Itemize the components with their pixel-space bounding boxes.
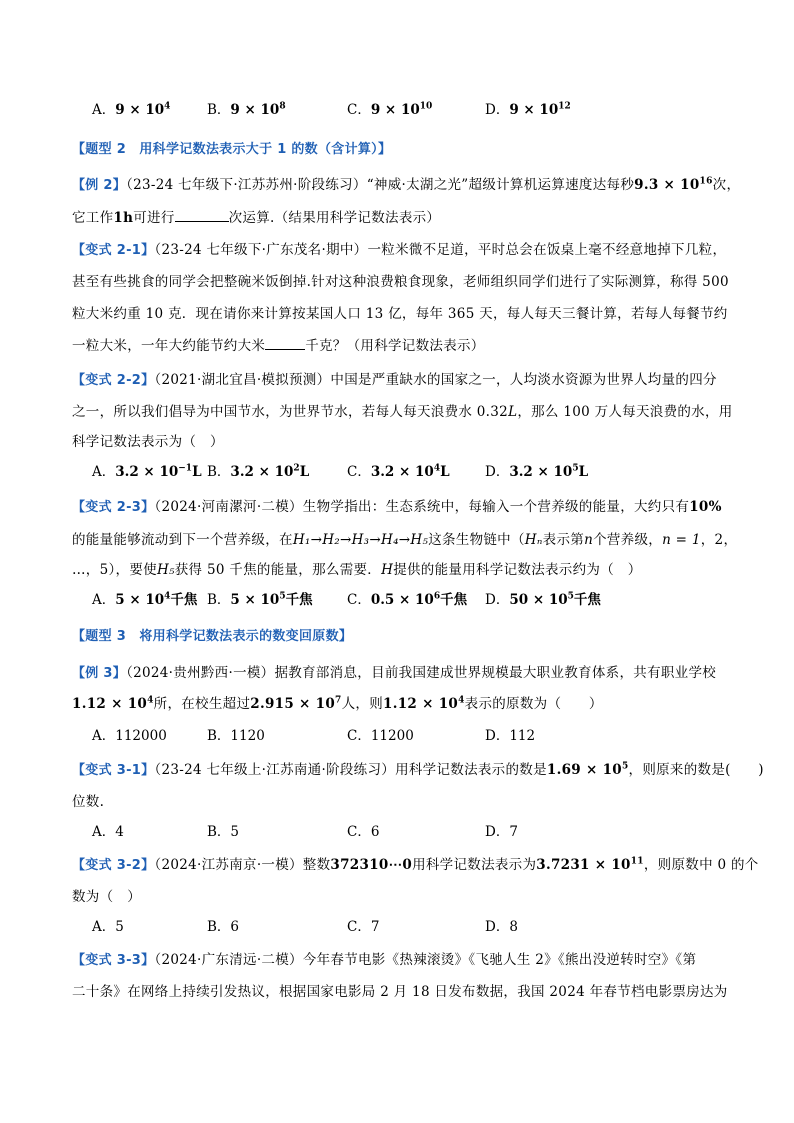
text: ，则原来的数是( ) xyxy=(628,762,764,778)
option-exponent: 5 xyxy=(279,591,286,602)
option-a[interactable] xyxy=(92,822,124,842)
option-value: 7 xyxy=(370,919,380,935)
option-unit: L xyxy=(192,464,202,480)
text: 千克？（用科学记数法表示） xyxy=(305,338,485,354)
option-c[interactable] xyxy=(347,100,432,120)
option-unit: 千焦 xyxy=(285,592,313,608)
option-letter: B． xyxy=(207,102,231,118)
question-tag: 【变式 3-2】 xyxy=(72,858,155,873)
option-c[interactable] xyxy=(347,726,414,746)
text: （2024·江苏南京·一模）整数 xyxy=(154,857,331,873)
variant33-line2: 二十条》在网络上持续引发热议，根据国家电影局 2 月 18 日发布数据，我国 2024 年春节档电影票房达为 xyxy=(72,984,728,1000)
option-exponent: −1 xyxy=(178,463,193,474)
option-d[interactable] xyxy=(485,726,535,746)
text: 它工作 xyxy=(72,210,114,226)
option-letter: D． xyxy=(485,592,510,608)
option-a[interactable] xyxy=(92,590,197,610)
option-letter: B． xyxy=(207,824,231,840)
question-tag: 【例 2】 xyxy=(72,178,127,193)
option-letter: B． xyxy=(207,728,231,744)
option-d[interactable] xyxy=(485,917,518,937)
example3-line2 xyxy=(72,694,732,714)
variant21-line1 xyxy=(72,240,732,261)
option-unit: L xyxy=(299,464,310,480)
option-value: 6 xyxy=(370,824,380,840)
option-c[interactable] xyxy=(347,590,467,610)
text: 次， xyxy=(712,177,741,193)
example3-options xyxy=(92,726,732,746)
option-unit: 千焦 xyxy=(573,592,601,608)
option-c[interactable] xyxy=(347,917,379,937)
text: 人，则 xyxy=(341,696,383,712)
variant21-line3: 粒大米约重 10 克．现在请你来计算按某国人口 13 亿，每年 365 天，每人每天三餐计算，若每人每餐节约 xyxy=(72,306,728,322)
math: H₁→H₂→H₃→H₄→H₅ xyxy=(292,532,429,548)
variant21-line4 xyxy=(72,335,732,356)
option-letter: A． xyxy=(92,592,116,608)
option-letter: D． xyxy=(485,728,510,744)
variant22-line2 xyxy=(72,402,732,422)
option-unit: 千焦 xyxy=(440,592,468,608)
option-d[interactable] xyxy=(485,100,571,120)
option-exponent: 5 xyxy=(572,463,579,474)
math: 2.915 × 10 xyxy=(250,696,336,712)
option-a[interactable] xyxy=(92,726,167,746)
math: 1h xyxy=(113,210,134,226)
answer-blank[interactable] xyxy=(175,207,229,222)
option-value: 9 × 10 xyxy=(509,102,559,118)
text: 表示的原数为（ ） xyxy=(464,696,603,712)
option-value: 1120 xyxy=(230,728,265,744)
math: 3.7231 × 10 xyxy=(536,857,631,873)
section-heading-type3: 【题型 3 将用科学记数法表示的数变回原数】 xyxy=(72,629,353,644)
variant21-line2: 甚至有些挑食的同学会把整碗米饭倒掉.针对这种浪费粮食现象，老师组织同学们进行了实际测算，称得 500 xyxy=(72,274,729,290)
option-letter: D． xyxy=(485,464,510,480)
math: 1.12 × 10 xyxy=(72,696,148,712)
math: Hₙ xyxy=(524,532,543,548)
option-letter: C． xyxy=(347,728,371,744)
math: H xyxy=(381,562,394,578)
option-d[interactable] xyxy=(485,590,601,610)
option-a[interactable] xyxy=(92,100,170,120)
math: n xyxy=(584,532,594,548)
text: 提供的能量用科学记数法表示约为（ ） xyxy=(393,562,642,578)
option-value: 50 × 10 xyxy=(509,592,568,608)
option-exponent: 4 xyxy=(164,101,171,112)
text: 之一，所以我们倡导为中国节水，为世界节水，若每人每天浪费水 0.32 xyxy=(72,404,509,420)
option-value: 7 xyxy=(509,824,518,840)
math: 372310⋯0 xyxy=(330,857,413,873)
text: （23-24 七年级下·广东茂名·期中）一粒米微不足道，平时总会在饭桌上毫不经意地掉下几粒， xyxy=(154,242,727,258)
variant23-line2 xyxy=(72,530,738,550)
text: ，那么 100 万人每天浪费的水，用 xyxy=(517,404,733,420)
math: 1.69 × 10 xyxy=(546,762,622,778)
math-exponent: 11 xyxy=(630,856,644,867)
option-value: 5 xyxy=(115,919,124,935)
option-exponent: 10 xyxy=(419,101,433,112)
option-letter: C． xyxy=(347,102,371,118)
option-value: 3.2 × 10 xyxy=(509,464,573,480)
math: 1.12 × 10 xyxy=(383,696,459,712)
option-value: 11200 xyxy=(370,728,414,744)
option-exponent: 4 xyxy=(164,591,171,602)
math-exponent: 4 xyxy=(147,695,154,706)
option-unit: L xyxy=(440,464,450,480)
option-value: 5 × 10 xyxy=(230,592,280,608)
option-letter: A． xyxy=(92,919,116,935)
section-heading-type2: 【题型 2 用科学记数法表示大于 1 的数（含计算）】 xyxy=(72,142,392,157)
option-letter: A． xyxy=(92,824,116,840)
option-value: 9 × 10 xyxy=(370,102,420,118)
option-unit: 千焦 xyxy=(170,592,198,608)
option-exponent: 4 xyxy=(433,463,441,474)
option-b[interactable] xyxy=(207,100,286,120)
option-value: 3.2 × 10 xyxy=(230,464,294,480)
math: 9.3 × 10 xyxy=(634,177,700,193)
prev-question-options xyxy=(92,100,732,120)
text: （2021·湖北宜昌·模拟预测）中国是严重缺水的国家之一，人均淡水资源为世界人均量的四分 xyxy=(154,372,717,388)
option-letter: A． xyxy=(92,464,116,480)
option-value: 4 xyxy=(115,824,124,840)
variant32-line1 xyxy=(72,855,759,876)
text: 用科学记数法表示为 xyxy=(412,857,537,873)
option-letter: D． xyxy=(485,919,510,935)
option-b[interactable] xyxy=(207,590,313,610)
text: ，2， xyxy=(700,532,738,548)
text: （23-24 七年级下·江苏苏州·阶段练习）“神威·太湖之光”超级计算机运算速度达每秒 xyxy=(126,177,635,193)
variant31-options xyxy=(92,822,732,842)
variant22-options xyxy=(92,462,732,482)
text: 这条生物链中（ xyxy=(428,532,525,548)
option-letter: C． xyxy=(347,592,371,608)
variant23-line1 xyxy=(72,497,732,518)
math: L xyxy=(508,404,518,420)
option-letter: A． xyxy=(92,102,116,118)
option-value: 3.2 × 10 xyxy=(370,464,434,480)
option-letter: C． xyxy=(347,824,371,840)
variant33-line1 xyxy=(72,950,732,971)
option-b[interactable] xyxy=(207,917,239,937)
variant32-options xyxy=(92,917,732,937)
question-tag: 【变式 3-3】 xyxy=(72,953,155,968)
math-exponent: 7 xyxy=(335,695,342,706)
variant31-line1 xyxy=(72,760,764,781)
option-value: 9 × 10 xyxy=(230,102,280,118)
example3-line1 xyxy=(72,663,732,684)
variant22-line3: 科学记数法表示为（ ） xyxy=(72,434,224,450)
variant32-line2: 数为（ ） xyxy=(72,889,141,905)
text: 表示第 xyxy=(542,532,585,548)
option-b[interactable] xyxy=(207,462,309,482)
option-value: 112 xyxy=(509,728,536,744)
text: 次运算.（结果用科学记数法表示） xyxy=(228,210,441,226)
text: 所，在校生超过 xyxy=(153,696,251,712)
option-letter: A． xyxy=(92,728,116,744)
option-b[interactable] xyxy=(207,726,265,746)
option-value: 3.2 × 10 xyxy=(115,464,179,480)
option-letter: B． xyxy=(207,919,231,935)
option-value: 8 xyxy=(509,919,518,935)
option-unit: L xyxy=(578,464,589,480)
option-exponent: 5 xyxy=(567,591,574,602)
option-letter: B． xyxy=(207,464,231,480)
question-tag: 【变式 3-1】 xyxy=(72,763,155,778)
option-value: 112000 xyxy=(115,728,167,744)
option-letter: C． xyxy=(347,919,371,935)
math: H₅ xyxy=(156,562,175,578)
example2-line1 xyxy=(72,175,741,196)
option-exponent: 6 xyxy=(433,591,441,602)
option-value: 5 xyxy=(230,824,240,840)
text: （23-24 七年级上·江苏南通·阶段练习）用科学记数法表示的数是 xyxy=(154,762,547,778)
math-exponent: 4 xyxy=(458,695,465,706)
question-tag: 【例 3】 xyxy=(72,666,127,681)
option-value: 6 xyxy=(230,919,240,935)
option-value: 0.5 × 10 xyxy=(370,592,434,608)
text: （2024·河南漯河·二模）生物学指出：生态系统中，每输入一个营养级的能量，大约只有 xyxy=(154,499,690,515)
option-a[interactable] xyxy=(92,917,124,937)
math: 10% xyxy=(689,499,722,515)
option-letter: D． xyxy=(485,102,510,118)
text: （2024·贵州黔西·一模）据教育部消息，目前我国建成世界规模最大职业教育体系，共有职业学校 xyxy=(126,665,717,681)
example2-line2 xyxy=(72,207,732,228)
text: （2024·广东清远·二模）今年春节电影《热辣滚烫》《飞驰人生 2》《熊出没逆转时空》《第 xyxy=(154,952,697,968)
option-c[interactable] xyxy=(347,822,379,842)
text: 可进行 xyxy=(133,210,175,226)
math-exponent: 16 xyxy=(699,176,713,187)
option-exponent: 2 xyxy=(293,463,300,474)
option-a[interactable] xyxy=(92,462,202,482)
option-b[interactable] xyxy=(207,822,239,842)
option-exponent: 12 xyxy=(558,101,571,112)
option-d[interactable] xyxy=(485,462,588,482)
text: 一粒大米，一年大约能节约大米 xyxy=(72,338,266,354)
option-letter: C． xyxy=(347,464,371,480)
text: 获得 50 千焦的能量，那么需要． xyxy=(174,562,382,578)
option-letter: D． xyxy=(485,824,510,840)
option-c[interactable] xyxy=(347,462,450,482)
text: 个营养级， xyxy=(593,532,663,548)
question-tag: 【变式 2-2】 xyxy=(72,373,155,388)
math-exponent: 5 xyxy=(621,761,629,772)
question-tag: 【变式 2-3】 xyxy=(72,500,155,515)
variant23-line3 xyxy=(72,560,732,580)
question-tag: 【变式 2-1】 xyxy=(72,243,155,258)
option-value: 5 × 10 xyxy=(115,592,165,608)
option-exponent: 8 xyxy=(279,101,286,112)
variant23-options xyxy=(92,590,732,610)
text: 的能量能够流动到下一个营养级，在 xyxy=(72,532,293,548)
variant31-line2: 位数. xyxy=(72,794,105,810)
text: …，5），要使 xyxy=(72,562,157,578)
math: n = 1 xyxy=(662,532,701,548)
option-d[interactable] xyxy=(485,822,518,842)
answer-blank[interactable] xyxy=(265,335,305,350)
variant22-line1 xyxy=(72,370,732,391)
option-value: 9 × 10 xyxy=(115,102,165,118)
text: ，则原数中 0 的个 xyxy=(643,857,759,873)
option-letter: B． xyxy=(207,592,231,608)
